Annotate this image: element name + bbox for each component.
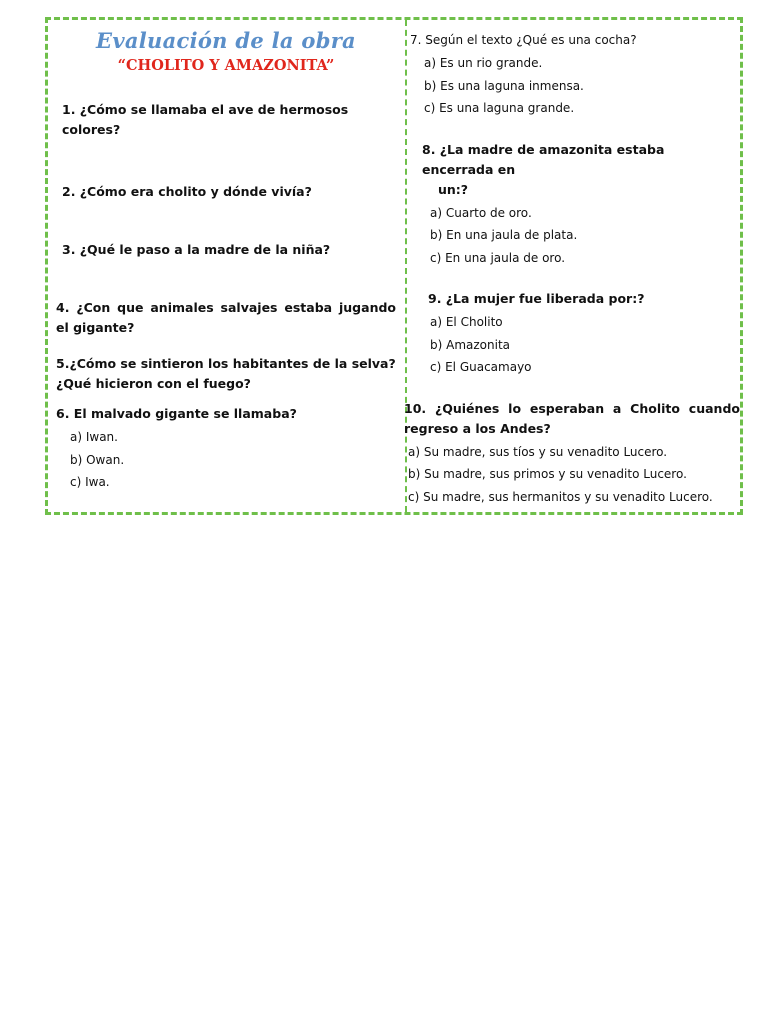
option-a: a) El Cholito [430,315,503,329]
question-7-options [410,52,740,120]
option-c: c) Su madre, sus hermanitos y su venadito Lucero. [408,489,713,504]
question-9-options [428,311,740,379]
option-c: c) En una jaula de oro. [430,250,566,265]
question-10: 10. ¿Quiénes lo esperaban a Cholito cuando regreso a los Andes? [404,400,740,436]
option-b: b) Amazonita [430,337,511,352]
question-10-options [404,441,740,509]
question-6: 6. El malvado gigante se llamaba? [56,406,297,421]
left-column [56,28,396,494]
question-7: 7. Según el texto ¿Qué es una cocha? [410,33,637,47]
page-title: Evaluación de la obra [96,28,356,53]
option-a: a) Iwan. [70,430,118,444]
page-subtitle: “CHOLITO Y AMAZONITA” [117,57,335,74]
option-c: c) Es una laguna grande. [424,101,575,115]
option-c: c) Iwa. [70,475,110,489]
question-2: 2. ¿Cómo era cholito y dónde vivía? [62,184,312,199]
question-1: 1. ¿Cómo se llamaba el ave de hermosos colores? [62,102,349,137]
question-3: 3. ¿Qué le paso a la madre de la niña? [62,242,331,257]
option-a: a) Es un rio grande. [424,56,543,70]
question-4: 4. ¿Con que animales salvajes estaba jugando el gigante? [56,300,396,335]
question-10-block [404,399,740,509]
right-column [404,30,740,528]
question-8 [422,140,740,200]
question-9-block [410,289,740,379]
question-8-line-1: 8. ¿La madre de amazonita estaba encerrada en [422,141,665,177]
evaluation-sheet [45,17,743,515]
option-b: b) Su madre, sus primos y su venadito Lucero. [408,467,687,481]
question-8-block [410,140,740,270]
option-b: b) Es una laguna inmensa. [424,78,584,93]
option-a: a) Su madre, sus tíos y su venadito Lucero. [408,444,668,459]
question-8-options [422,202,740,270]
question-7-block [410,30,740,120]
option-b: b) Owan. [70,452,125,467]
option-b: b) En una jaula de plata. [430,228,578,242]
question-5: 5.¿Cómo se sintieron los habitantes de la selva? ¿Qué hicieron con el fuego? [56,356,396,391]
option-c: c) El Guacamayo [430,360,532,374]
question-9: 9. ¿La mujer fue liberada por:? [428,291,645,306]
question-6-options [56,426,396,494]
option-a: a) Cuarto de oro. [430,205,532,220]
question-8-line-2: un:? [438,181,469,197]
